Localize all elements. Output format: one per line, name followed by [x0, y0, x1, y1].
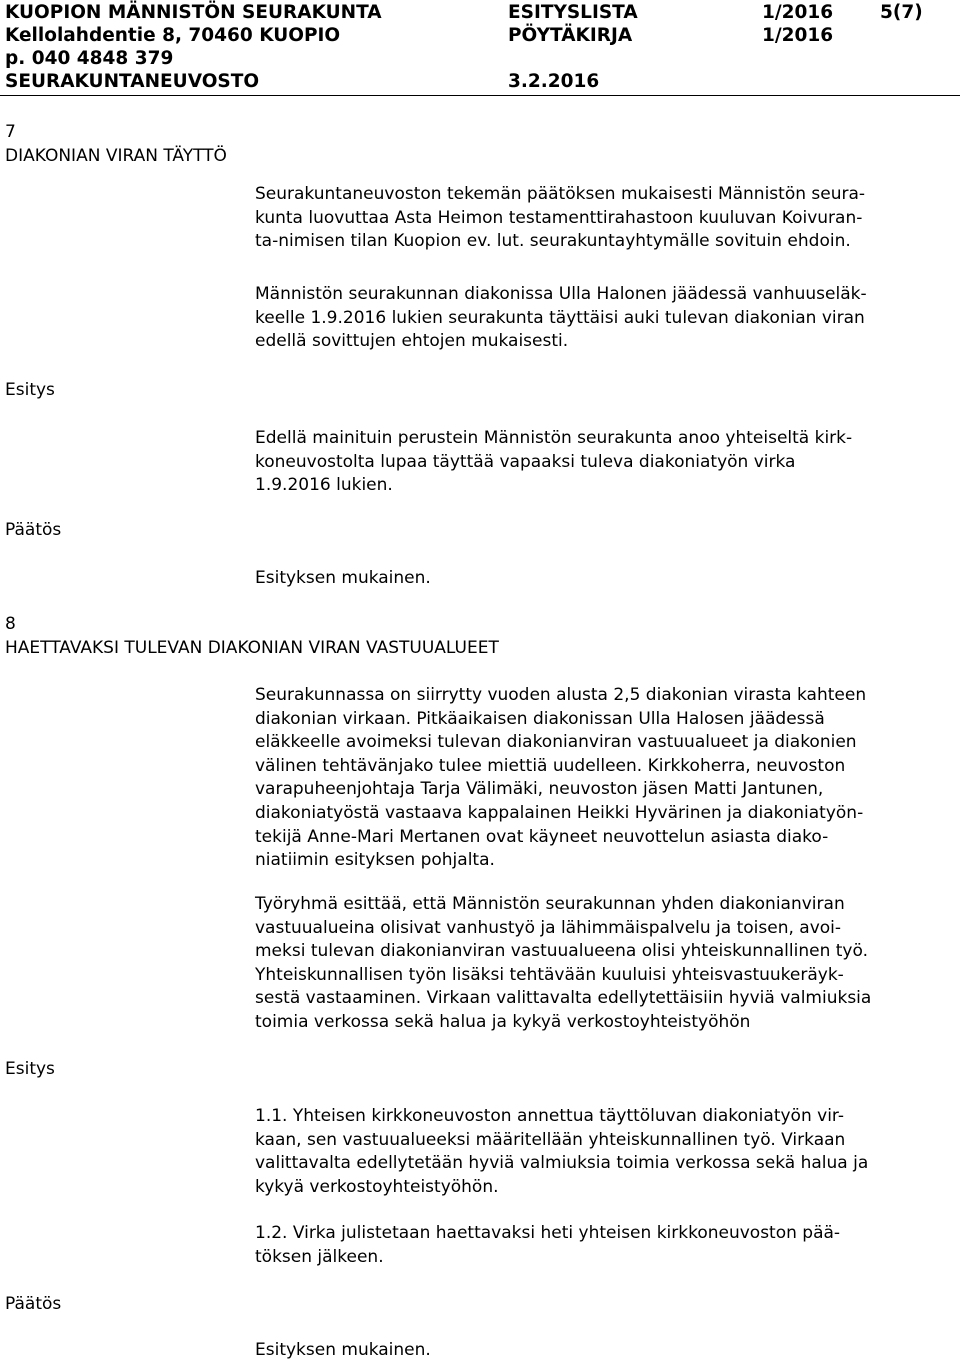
text-line: toimia verkossa sekä halua ja kykyä verkostoyhteistyöhön	[255, 1011, 751, 1032]
text-line: välinen tehtävänjako tulee miettiä uudelleen. Kirkkoherra, neuvoston	[255, 755, 846, 776]
item7-proposal	[255, 427, 955, 498]
text-line: valittavalta edellytetään hyviä valmiuksia toimia verkossa sekä halua ja	[255, 1153, 869, 1174]
org-name: KUOPION MÄNNISTÖN SEURAKUNTA	[5, 2, 382, 23]
item7-decision-label: Päätös	[5, 520, 62, 540]
text-line: 1.9.2016 lukien.	[255, 475, 393, 496]
text-line: 1.2. Virka julistetaan haettavaksi heti yhteisen kirkkoneuvoston pää-	[255, 1223, 841, 1243]
item8-proposal-label: Esitys	[5, 1059, 55, 1079]
item7-proposal-label: Esitys	[5, 380, 55, 400]
text-line: Seurakunnassa on siirrytty vuoden alusta 2,5 diakonian virasta kahteen	[255, 685, 867, 705]
text-line: Työryhmä esittää, että Männistön seurakunnan yhden diakonianviran	[255, 894, 845, 914]
meeting-date: 3.2.2016	[508, 71, 600, 92]
doc-type-minutes: PÖYTÄKIRJA	[508, 25, 633, 46]
text-line: edellä sovittujen ehtojen mukaisesti.	[255, 331, 569, 352]
body-name: SEURAKUNTANEUVOSTO	[5, 71, 260, 92]
minutes-number: 1/2016	[762, 25, 834, 46]
text-line: sestä vastaaminen. Virkaan valittavalta edellytettäisiin hyviä valmiuksia	[255, 988, 872, 1009]
item8-paragraph-1	[255, 684, 955, 873]
text-line: kykyä verkostoyhteistyöhön.	[255, 1176, 499, 1197]
item7-paragraph-2	[255, 283, 955, 354]
text-line: ta-nimisen tilan Kuopion ev. lut. seurakuntayhtymälle sovituin ehdoin.	[255, 231, 851, 252]
text-line: meksi tulevan diakonianviran vastuualueena olisi yhteiskunnallinen työ.	[255, 941, 868, 962]
text-line: kaan, sen vastuualueeksi määritellään yhteiskunnallinen työ. Virkaan	[255, 1129, 846, 1150]
text-line: niatiimin esityksen pohjalta.	[255, 850, 495, 871]
doc-type-agenda: ESITYSLISTA	[508, 2, 638, 23]
text-line: kunta luovuttaa Asta Heimon testamenttirahastoon kuuluvan Koivuran-	[255, 207, 863, 228]
org-address: Kellolahdentie 8, 70460 KUOPIO	[5, 25, 341, 46]
text-line: diakonian virkaan. Pitkäaikaisen diakonissan Ulla Halosen jäädessä	[255, 708, 825, 729]
text-line: Männistön seurakunnan diakonissa Ulla Halonen jäädessä vanhuuseläk-	[255, 284, 867, 304]
text-line: Yhteiskunnallisen työn lisäksi tehtävään kuuluisi yhteisvastuukeräyk-	[255, 964, 844, 985]
text-line: keelle 1.9.2016 lukien seurakunta täyttäisi auki tulevan diakonian viran	[255, 307, 865, 328]
item8-proposal-1	[255, 1105, 955, 1199]
text-line: eläkkeelle avoimeksi tulevan diakonianviran vastuualueet ja diakonien	[255, 732, 857, 753]
org-phone: p. 040 4848 379	[5, 48, 174, 69]
item8-paragraph-2	[255, 893, 955, 1035]
text-line: 1.1. Yhteisen kirkkoneuvoston annettua täyttöluvan diakoniatyön vir-	[255, 1106, 844, 1126]
text-line: koneuvostolta lupaa täyttää vapaaksi tuleva diakoniatyön virka	[255, 451, 796, 472]
agenda-number: 1/2016	[762, 2, 834, 23]
item8-title: HAETTAVAKSI TULEVAN DIAKONIAN VIRAN VASTUUALUEET	[5, 638, 499, 658]
header-divider	[0, 95, 960, 96]
text-line: diakoniatyöstä vastaava kappalainen Heikki Hyvärinen ja diakoniatyön-	[255, 802, 864, 823]
text-line: vastuualueina olisivat vanhustyö ja lähimmäispalvelu ja toisen, avoi-	[255, 917, 842, 938]
item8-number: 8	[5, 614, 16, 634]
item7-paragraph-1	[255, 183, 955, 254]
item7-decision: Esityksen mukainen.	[255, 568, 431, 588]
text-line: tekijä Anne-Mari Mertanen ovat käyneet neuvottelun asiasta diako-	[255, 826, 829, 847]
item7-title: DIAKONIAN VIRAN TÄYTTÖ	[5, 146, 227, 166]
item8-decision-label: Päätös	[5, 1294, 62, 1314]
page-number: 5(7)	[880, 2, 923, 23]
text-line: Seurakuntaneuvoston tekemän päätöksen mukaisesti Männistön seura-	[255, 184, 866, 204]
item7-number: 7	[5, 122, 16, 142]
item8-proposal-2	[255, 1222, 955, 1269]
text-line: töksen jälkeen.	[255, 1246, 384, 1267]
item8-decision: Esityksen mukainen.	[255, 1340, 431, 1360]
text-line: Edellä mainituin perustein Männistön seurakunta anoo yhteiseltä kirk-	[255, 428, 853, 448]
text-line: varapuheenjohtaja Tarja Välimäki, neuvoston jäsen Matti Jantunen,	[255, 779, 824, 800]
